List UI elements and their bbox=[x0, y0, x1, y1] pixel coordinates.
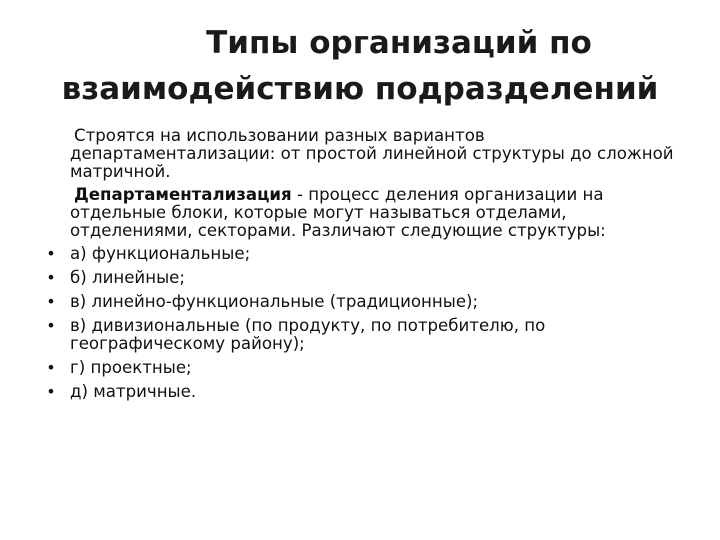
bullet-icon: • bbox=[46, 358, 56, 377]
list-item bbox=[44, 317, 684, 353]
list-item-text: а) функциональные; bbox=[70, 244, 251, 263]
title-line-1: Типы организаций по bbox=[206, 25, 592, 61]
list-item-text: б) линейные; bbox=[70, 268, 185, 287]
title-line-2: взаимодействию подразделений bbox=[61, 71, 659, 107]
intro-paragraph: Строятся на использовании разных вариантов департаментализации: от простой линейной структуры до сложной матричной. bbox=[70, 126, 674, 181]
definition-term: Департаментализация bbox=[74, 185, 292, 204]
list-item bbox=[44, 293, 684, 311]
list-item bbox=[44, 383, 684, 401]
list-item-text: г) проектные; bbox=[70, 358, 192, 377]
list-item-text: д) матричные. bbox=[70, 382, 197, 401]
list-item bbox=[44, 269, 684, 287]
list-item-text: в) дивизиональные (по продукту, по потребителю, по географическому району); bbox=[70, 316, 546, 353]
definition-text: - процесс деления организации на отдельные блоки, которые могут называться отделами, отделениями, секторами. Различают следующие структуры: bbox=[70, 185, 606, 240]
bullet-icon: • bbox=[46, 268, 56, 287]
slide-title bbox=[0, 20, 720, 112]
list-item-text: в) линейно-функциональные (традиционные); bbox=[70, 292, 479, 311]
structure-list bbox=[44, 245, 684, 401]
bullet-icon: • bbox=[46, 292, 56, 311]
definition-paragraph bbox=[44, 186, 684, 240]
bullet-icon: • bbox=[46, 316, 56, 335]
bullet-icon: • bbox=[46, 244, 56, 263]
list-item bbox=[44, 245, 684, 263]
slide-body bbox=[44, 127, 684, 407]
bullet-icon: • bbox=[46, 382, 56, 401]
list-item bbox=[44, 359, 684, 377]
